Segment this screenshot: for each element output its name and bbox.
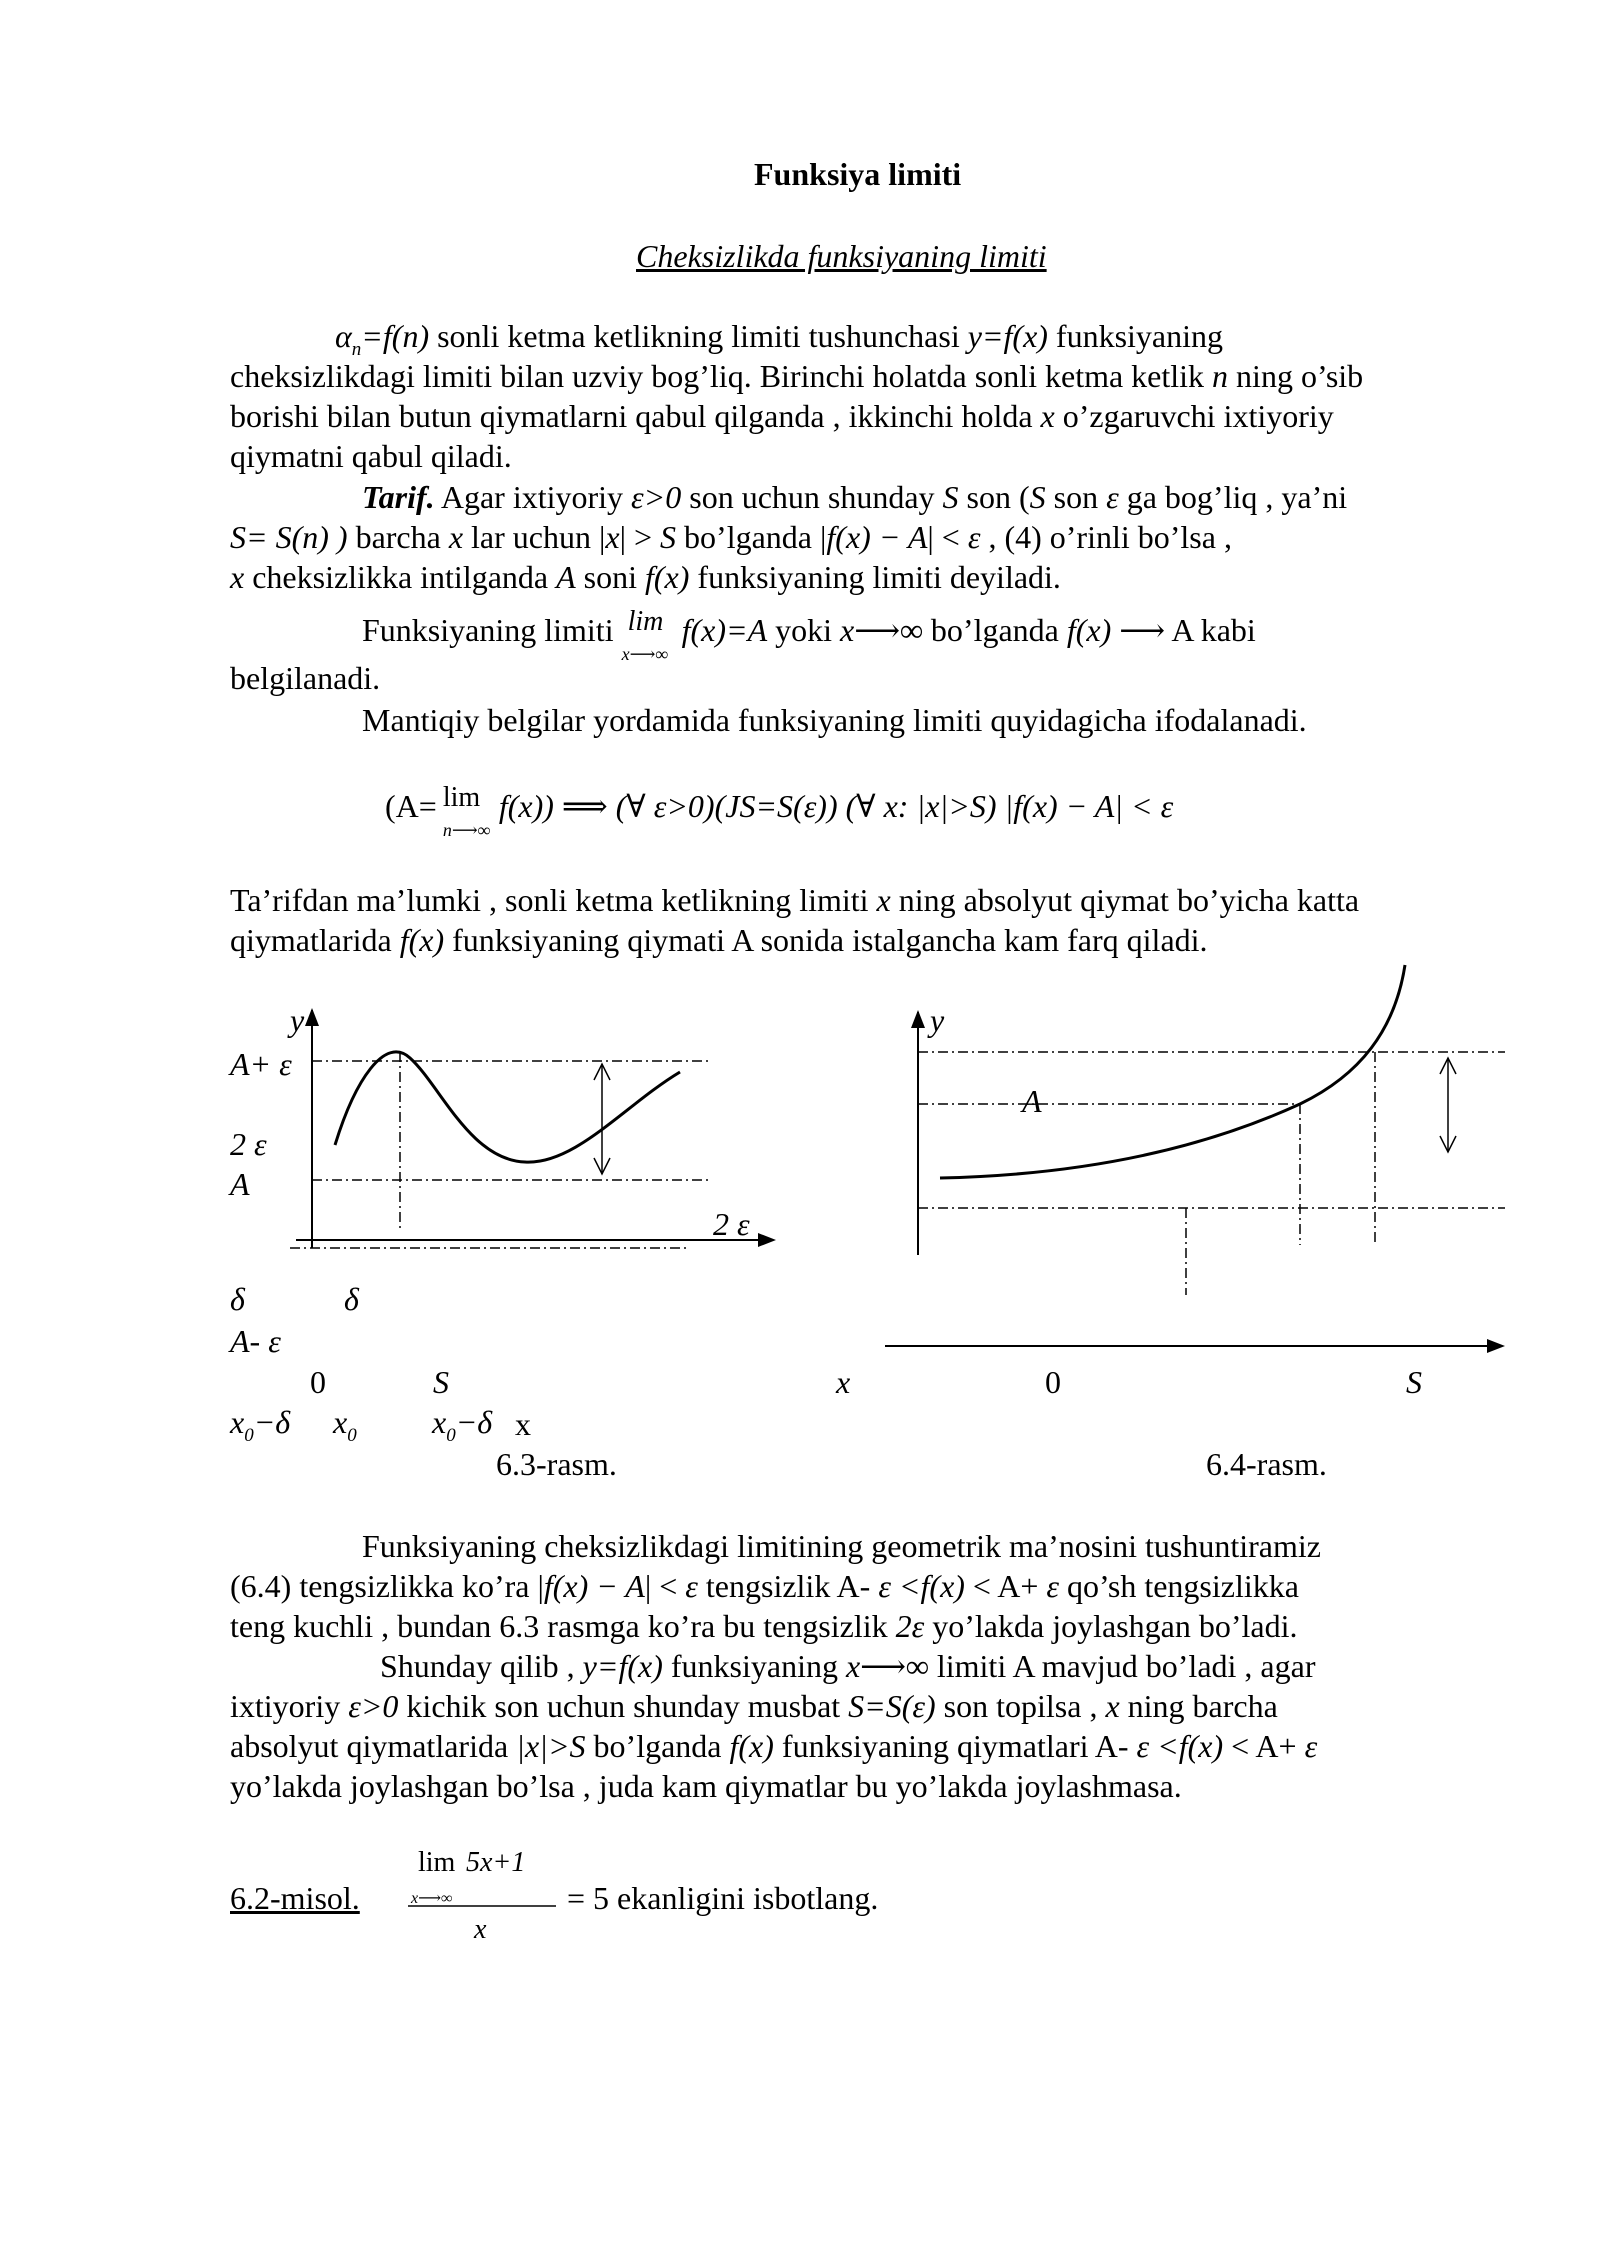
text-run: funksiyaning [662,1648,846,1684]
text-run: borishi bilan butun qiymatlarni qabul qilganda , ikkinchi holda [230,398,1041,434]
math-run: x [1105,1688,1120,1724]
math-run: −δ [455,1404,493,1440]
math-run: x [230,1404,245,1440]
fig2-y-label: y [930,1002,945,1038]
text-run: yo’lakda joylashgan bo’ladi. [924,1608,1298,1644]
fig2-x-label: x [836,1364,851,1400]
math-run: ε [1046,1568,1059,1604]
math-run: A [556,559,576,595]
math-run: x [333,1404,348,1440]
page-title: Funksiya limiti [754,156,962,192]
text-run: lar uchun | [463,519,606,555]
math-run: f(x) [1066,612,1112,648]
text-run: son uchun shunday [681,479,943,515]
text-run: bo’lganda [585,1728,730,1764]
text-run: (6.4) tengsizlikka ko’ra | [230,1568,544,1604]
text-run: Ta’rifdan ma’lumki , sonli ketma ketlikning limiti [230,882,877,918]
text-run: ning barcha [1119,1688,1278,1724]
fx-expression: y=f(x) [967,318,1048,354]
text-run: , (4) o’rinli bo’lsa , [980,519,1232,555]
text-run: absolyut qiymatlarida [230,1728,517,1764]
math-run: ) ⟹ (∀ ε>0)(JS=S(ε)) (∀ x: |x|>S) |f(x) − A| < ε [543,788,1174,824]
math-run: f(x) − A [543,1568,645,1604]
subscript: 0 [446,1425,456,1446]
lim-subscript: x⟶∞ [621,644,669,664]
text-run: < A+ [964,1568,1047,1604]
text-run: (A= [385,788,437,824]
text-run: cheksizlikka intilganda [244,559,557,595]
fn-expression: =f(n) [361,318,430,354]
lim-word: lim [627,606,664,637]
math-run: y=f(x) [582,1648,663,1684]
alpha-subscript: n [351,339,362,360]
math-run: −δ [253,1404,291,1440]
text-run: soni [575,559,645,595]
text-run: son [1045,479,1107,515]
text-run: | > [619,519,661,555]
definition-label: Tarif. [362,479,435,515]
text-run: < A+ [1223,1728,1305,1764]
var-x: x [1040,398,1055,434]
text-run: cheksizlikdagi limiti bilan uzviy bog’liq. Birinchi holatda sonli ketma ketlik [230,358,1213,394]
example-lim-subscript: x⟶∞ [411,1890,453,1907]
text-run: ⟶ A kabi [1111,612,1256,648]
math-run: ε>0 [348,1688,399,1724]
text-run: teng kuchli , bundan 6.3 rasmga ko’ra bu tengsizlik [230,1608,896,1644]
math-run: x [448,519,464,555]
math-run: 2ε [895,1608,925,1644]
fig1-two-eps-right-label: 2 ε [713,1206,750,1242]
fig1-zero-label: 0 [310,1364,326,1400]
math-run: x⟶∞ [845,1648,929,1684]
para3-line7: yo’lakda joylashgan bo’lsa , juda kam qiymatlar bu yo’lakda joylashmasa. [230,1768,1182,1804]
text-run: funksiyaning [1047,318,1224,354]
text-run: ga bog’liq , ya’ni [1118,479,1348,515]
math-run: x [432,1404,447,1440]
example-statement: = 5 ekanligini isbotlang. [567,1880,879,1916]
text-run: sonli ketma ketlikning limiti tushunchasi [429,318,968,354]
text-run: son ( [958,479,1030,515]
fig1-y-label: y [290,1002,305,1038]
fig1-x-end-label: x [515,1406,531,1442]
math-run: S [660,519,677,555]
math-run: ε <f(x) [1136,1728,1224,1764]
text-run: son topilsa , [935,1688,1106,1724]
fig1-delta-label-1: δ [230,1281,245,1317]
text-run: bo’lganda [922,612,1067,648]
fig1-a-label: A [230,1166,250,1202]
math-run: ε [685,1568,698,1604]
math-run: ε>0 [631,479,682,515]
page-subtitle: Cheksizlikda funksiyaning limiti [636,238,1047,274]
lim-word: lim [442,782,481,813]
text-run: funksiyaning limiti deyiladi. [689,559,1061,595]
subscript: 0 [347,1425,357,1446]
text-run: limiti A mavjud bo’ladi , agar [928,1648,1316,1684]
math-run: =A [725,612,768,648]
text-run: | < [927,519,968,555]
math-run: x [230,559,245,595]
math-run: f(x) [498,788,544,824]
fig1-a-minus-eps-label: A- ε [230,1323,281,1359]
math-run: ε [1106,479,1119,515]
text-run: qo’sh tengsizlikka [1058,1568,1299,1604]
math-run: f(x) [645,559,690,595]
example-numerator: 5x+1 [466,1847,526,1878]
example-denominator: x [474,1914,487,1945]
math-run: x⟶∞ [840,612,923,648]
text-run: ning o’sib [1228,358,1364,394]
fig1-s-label: S [433,1364,449,1400]
fig2-caption: 6.4-rasm. [1206,1446,1327,1482]
math-run: S=S(ε) [848,1688,936,1724]
text-run: funksiyaning qiymatlari A- [773,1728,1137,1764]
text-run: bo’lganda | [676,519,827,555]
fig2-a-label: A [1022,1083,1042,1119]
math-run: S= S(n) ) [230,519,348,555]
fig2-s-label: S [1406,1364,1422,1400]
fig1-delta-label-2: δ [344,1281,359,1317]
fig2-zero-label: 0 [1045,1364,1061,1400]
fig1-caption: 6.3-rasm. [496,1446,617,1482]
math-run: f(x) − A [826,519,928,555]
text-run: barcha [347,519,449,555]
math-run: f(x) [399,922,445,958]
text-run: ixtiyoriy [230,1688,349,1724]
text-run: funksiyaning qiymati A sonida istalgancha kam farq qiladi. [444,922,1208,958]
example-label: 6.2-misol. [230,1880,360,1916]
notation-line2: belgilanadi. [230,660,381,696]
math-run: f(x) [681,612,726,648]
para1-line4: qiymatni qabul qiladi. [230,438,512,474]
text-run: qiymatlarida [230,922,400,958]
logic-intro: Mantiqiy belgilar yordamida funksiyaning limiti quyidagicha ifodalanadi. [362,702,1307,738]
math-run: ε <f(x) [878,1568,965,1604]
fig1-a-plus-eps-label: A+ ε [230,1046,292,1082]
math-run: f(x) [729,1728,774,1764]
math-run: S [1029,479,1046,515]
example-lim-word: lim [418,1847,456,1878]
text-run: kichik son uchun shunday musbat [398,1688,849,1724]
text-run: Agar ixtiyoriy [434,479,632,515]
text-run: tengsizlik A- [697,1568,879,1604]
math-run: x [605,519,620,555]
math-run: |x|>S [516,1728,586,1764]
text-run: yoki [767,612,841,648]
para3-line1: Funksiyaning cheksizlikdagi limitining geometrik ma’nosini tushuntiramiz [362,1528,1321,1564]
text-run: ning absolyut qiymat bo’yicha katta [890,882,1360,918]
text-run: o’zgaruvchi ixtiyoriy [1054,398,1334,434]
math-run: x [876,882,891,918]
math-run: ε [967,519,981,555]
text-run: Shunday qilib , [380,1648,583,1684]
fig1-two-eps-label: 2 ε [230,1126,267,1162]
subscript: 0 [244,1425,254,1446]
alpha-symbol: α [335,318,352,354]
math-run: S [942,479,959,515]
lim-subscript: n⟶∞ [442,820,491,840]
text-run: Funksiyaning limiti [362,612,622,648]
text-run: | < [644,1568,686,1604]
math-run: ε [1304,1728,1318,1764]
var-n: n [1212,358,1229,394]
